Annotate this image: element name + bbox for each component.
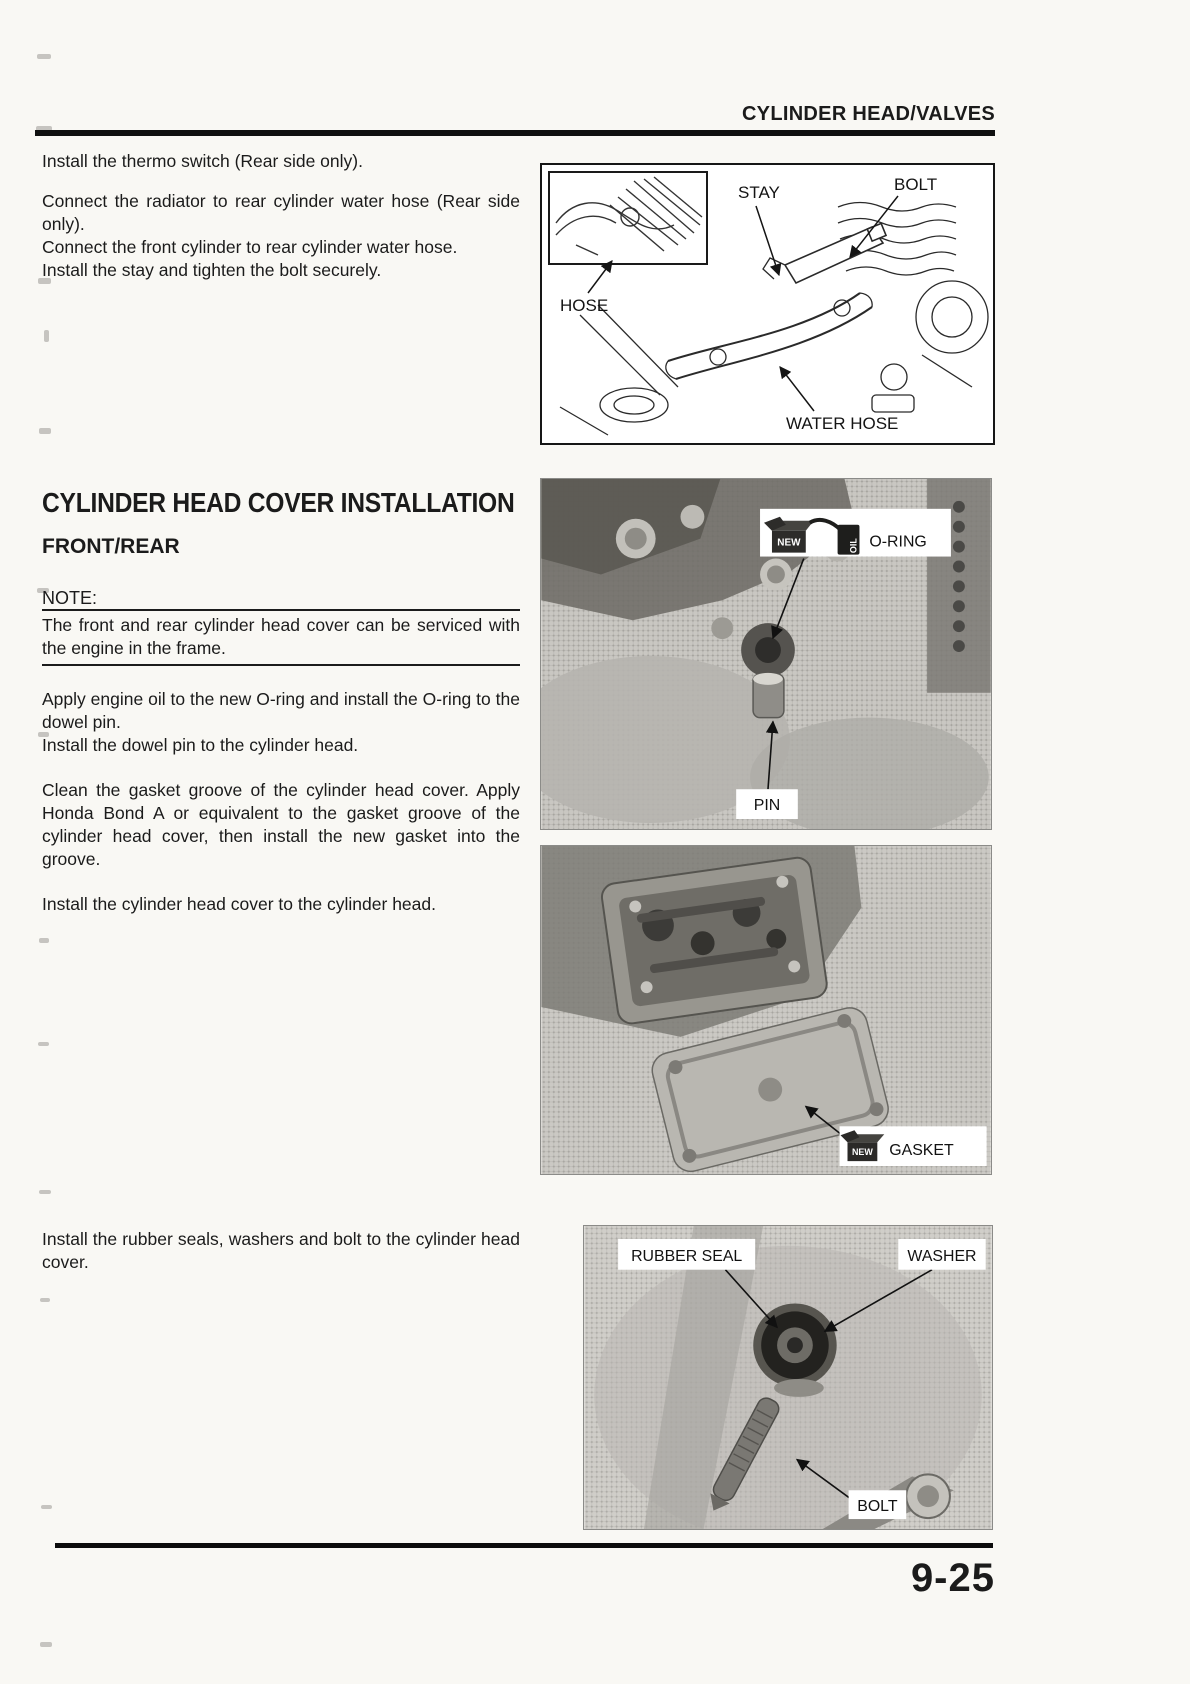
photo-oring-pin [540,478,992,830]
figure-label-bolt: BOLT [894,175,938,194]
scan-artifact [44,330,49,342]
scan-artifact [41,1505,52,1509]
scan-artifact [40,1298,50,1302]
figure-label-hose: HOSE [560,296,609,315]
scan-artifact [40,1642,52,1647]
para-rubber-seals: Install the rubber seals, washers and bolt to the cylinder head cover. [42,1229,520,1272]
photo-label-oring: O-RING [869,533,927,551]
para-install-dowel: Install the dowel pin to the cylinder head. [42,735,359,755]
figure-label-water-hose: WATER HOSE [786,414,899,433]
section-head-cover-installation [42,487,520,916]
para-install-cover: Install the cylinder head cover to the cylinder head. [42,894,436,914]
scan-artifact [37,54,51,59]
scan-artifact [38,1042,49,1046]
photo-label-rubber-seal: RUBBER SEAL [631,1247,743,1265]
para-gasket-groove: Clean the gasket groove of the cylinder head cover. Apply Honda Bond A or equivalent to the gasket groove of the cylinder head cover, then install the new gasket into the groove. [42,780,520,869]
section-subtitle: FRONT/REAR [42,535,180,558]
photo-label-washer: WASHER [907,1247,977,1265]
note-rule-bottom [42,664,520,666]
footer-rule [55,1543,993,1548]
new-badge-text: NEW [777,537,801,549]
oil-badge-text: OIL [848,538,859,554]
photo-label-pin: PIN [753,797,781,815]
section-title: CYLINDER HEAD COVER INSTALLATION [42,487,515,518]
scan-artifact [39,938,49,943]
photo-label-bolt: BOLT [857,1498,898,1516]
header-rule [35,130,995,136]
intro-line-stay-bolt: Install the stay and tighten the bolt securely. [42,260,382,280]
photo-rubber-seal-washer-bolt [583,1225,993,1530]
para-apply-oil: Apply engine oil to the new O-ring and install the O-ring to the dowel pin. [42,689,520,732]
scan-artifact [39,428,51,434]
new-badge-text: NEW [851,1147,873,1158]
note-label: NOTE: [42,588,98,608]
photo-head-cover-gasket [540,845,992,1175]
photo-label-gasket: GASKET [889,1142,954,1160]
note-rule-top [42,609,520,611]
page-number: 9-25 [910,1556,995,1600]
intro-line-radiator-hose: Connect the radiator to rear cylinder water hose (Rear side only). [42,191,520,234]
figure-label-stay: STAY [738,183,780,202]
note-block [42,587,520,666]
note-text: The front and rear cylinder head cover can be serviced with the engine in the frame. [42,615,520,658]
para-oring-dowel [42,688,520,757]
intro-paragraphs [42,150,520,282]
intro-line-front-cylinder-hose: Connect the front cylinder to rear cylinder water hose. [42,237,458,257]
page-title: CYLINDER HEAD/VALVES [741,103,995,125]
scan-artifact [39,1190,51,1194]
figure-water-hose-diagram [540,163,995,445]
intro-line-thermo-switch: Install the thermo switch (Rear side only). [42,151,363,171]
